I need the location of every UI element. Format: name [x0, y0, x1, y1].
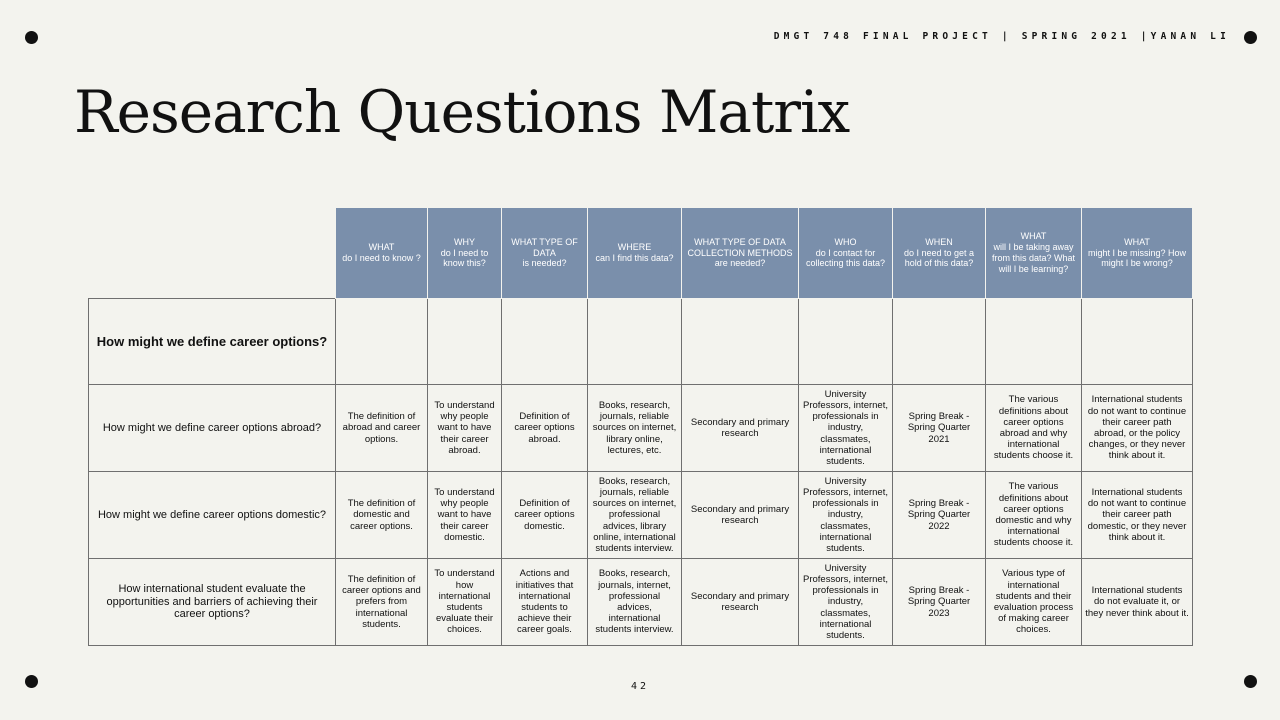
header-row	[89, 208, 1193, 299]
table-row	[89, 559, 1193, 646]
column-header: WHAT might I be missing? How might I be wrong?	[1082, 208, 1193, 299]
table-cell: Secondary and primary research	[682, 385, 799, 472]
column-header: WHO do I contact for collecting this data?	[799, 208, 893, 299]
column-header: WHERE can I find this data?	[588, 208, 682, 299]
table-cell: International students do not want to continue their career path domestic, or they never think about it.	[1082, 472, 1193, 559]
page-title: Research Questions Matrix	[74, 78, 850, 146]
table-cell: University Professors, internet, professionals in industry, classmates, international students.	[799, 385, 893, 472]
table-cell	[336, 299, 428, 385]
table-cell: Secondary and primary research	[682, 559, 799, 646]
page-number: 42	[630, 681, 650, 692]
table-cell: Spring Break - Spring Quarter 2021	[893, 385, 986, 472]
table-cell	[799, 299, 893, 385]
table-cell	[986, 299, 1082, 385]
project-header: DMGT 748 FINAL PROJECT | SPRING 2021 |YANAN LI	[773, 31, 1230, 42]
table-cell: Spring Break - Spring Quarter 2023	[893, 559, 986, 646]
table-cell: The various definitions about career options abroad and why international students choose it.	[986, 385, 1082, 472]
table-cell: Definition of career options abroad.	[502, 385, 588, 472]
table-cell: Books, research, journals, reliable sources on internet, library online, lectures, etc.	[588, 385, 682, 472]
section-question: How might we define career options?	[89, 299, 336, 385]
section-row	[89, 299, 1193, 385]
column-header: WHEN do I need to get a hold of this data?	[893, 208, 986, 299]
table-cell: University Professors, internet, professionals in industry, classmates, international students.	[799, 472, 893, 559]
column-header: WHY do I need to know this?	[428, 208, 502, 299]
column-header: WHAT do I need to know ?	[336, 208, 428, 299]
corner-dot-top-right	[1244, 31, 1257, 44]
table-cell	[502, 299, 588, 385]
column-header: WHAT TYPE OF DATA COLLECTION METHODS are needed?	[682, 208, 799, 299]
table-row	[89, 472, 1193, 559]
table-cell: Spring Break - Spring Quarter 2022	[893, 472, 986, 559]
table-cell: Books, research, journals, internet, professional advices, international students interview.	[588, 559, 682, 646]
table-cell: The definition of domestic and career options.	[336, 472, 428, 559]
table-cell	[893, 299, 986, 385]
table-cell: International students do not want to continue their career path abroad, or the policy changes, or they never think about it.	[1082, 385, 1193, 472]
table-cell	[682, 299, 799, 385]
table-cell	[428, 299, 502, 385]
table-cell: To understand why people want to have their career domestic.	[428, 472, 502, 559]
table-cell: To understand why people want to have their career abroad.	[428, 385, 502, 472]
row-question: How might we define career options domestic?	[89, 472, 336, 559]
table-row	[89, 385, 1193, 472]
table-cell: Definition of career options domestic.	[502, 472, 588, 559]
header-corner	[89, 208, 336, 299]
table-cell: Actions and initiatives that international students to achieve their career goals.	[502, 559, 588, 646]
table-cell: International students do not evaluate it, or they never think about it.	[1082, 559, 1193, 646]
column-header: WHAT will I be taking away from this data? What will I be learning?	[986, 208, 1082, 299]
table-cell: University Professors, internet, professionals in industry, classmates, international students.	[799, 559, 893, 646]
table-cell: The various definitions about career options domestic and why international students choose it.	[986, 472, 1082, 559]
column-header: WHAT TYPE OF DATA is needed?	[502, 208, 588, 299]
table-cell: The definition of career options and prefers from international students.	[336, 559, 428, 646]
table-cell: Secondary and primary research	[682, 472, 799, 559]
table-cell	[1082, 299, 1193, 385]
table-cell	[588, 299, 682, 385]
row-question: How international student evaluate the opportunities and barriers of achieving their career options?	[89, 559, 336, 646]
table-cell: The definition of abroad and career options.	[336, 385, 428, 472]
table-cell: Various type of international students and their evaluation process of making career choices.	[986, 559, 1082, 646]
row-question: How might we define career options abroad?	[89, 385, 336, 472]
research-questions-matrix	[88, 207, 1193, 646]
table-cell: Books, research, journals, reliable sources on internet, professional advices, library online, international students interview.	[588, 472, 682, 559]
corner-dot-top-left	[25, 31, 38, 44]
table-cell: To understand how international students evaluate their choices.	[428, 559, 502, 646]
